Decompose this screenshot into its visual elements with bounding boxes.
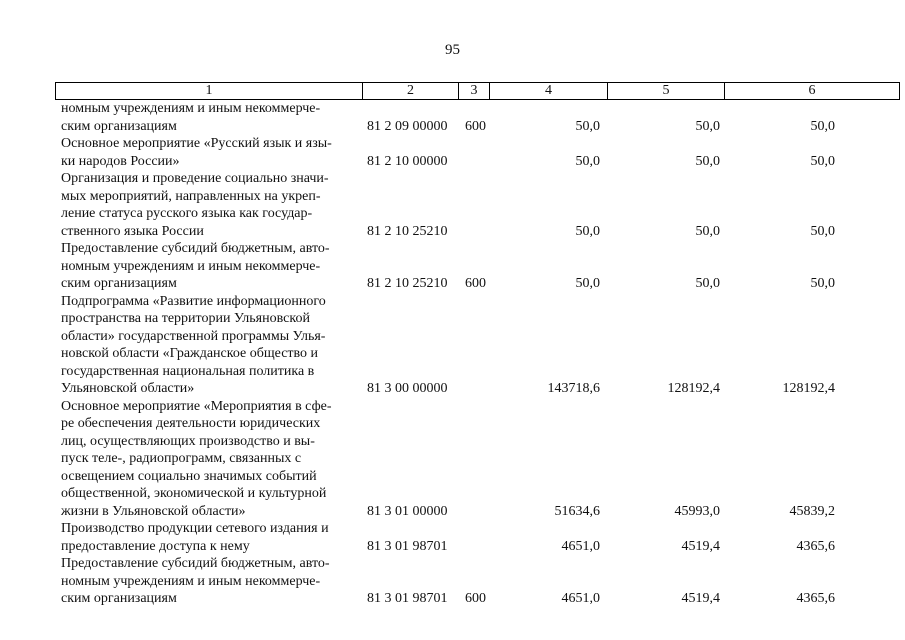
amount-col-4: 50,0: [575, 276, 600, 291]
amount-col-5: 50,0: [695, 153, 720, 169]
amount-col-6: 4365,6: [796, 538, 835, 554]
row-description-line: новской области «Гражданское общество и: [61, 346, 319, 361]
row-description-line: ление статуса русского языка как государ-: [61, 206, 313, 221]
budget-classification-code: 81 2 10 00000: [367, 153, 448, 169]
amount-col-5: 128192,4: [667, 381, 720, 396]
amount-col-5: 50,0: [695, 118, 720, 134]
row-description-line: Организация и проведение социально значи-: [61, 171, 329, 186]
row-description-line: жизни в Ульяновской области»: [61, 503, 246, 519]
expense-type-code: 600: [465, 591, 486, 606]
row-description-line: пространства на территории Ульяновской: [61, 311, 310, 326]
row-description-line: лиц, осуществляющих производство и вы-: [61, 433, 315, 449]
row-description-line: Основное мероприятие «Русский язык и язы-: [61, 136, 332, 151]
header-col-6: 6: [724, 82, 900, 99]
row-description-line: ственного языка России: [61, 223, 204, 239]
row-description-line: номным учреждениям и иным некоммерче-: [61, 101, 321, 116]
row-description-line: Предоставление субсидий бюджетным, авто-: [61, 556, 330, 571]
row-description-line: номным учреждениям и иным некоммерче-: [61, 573, 321, 589]
amount-col-4: 4651,0: [561, 591, 600, 606]
row-description-line: Подпрограмма «Развитие информационного: [61, 293, 326, 309]
amount-col-4: 51634,6: [554, 503, 600, 519]
budget-classification-code: 81 3 01 98701: [367, 538, 448, 554]
amount-col-4: 50,0: [575, 153, 600, 169]
amount-col-6: 128192,4: [782, 381, 835, 396]
row-description-line: освещением социально значимых событий: [61, 468, 317, 484]
amount-col-6: 50,0: [810, 276, 835, 291]
row-description-line: пуск теле-, радиопрограмм, связанных с: [61, 451, 302, 466]
budget-classification-code: 81 3 00 00000: [367, 381, 448, 396]
amount-col-4: 50,0: [575, 118, 600, 134]
row-description-line: Производство продукции сетевого издания и: [61, 521, 329, 536]
amount-col-4: 50,0: [575, 223, 600, 239]
amount-col-5: 4519,4: [681, 538, 720, 554]
header-col-2: 2: [362, 82, 458, 99]
row-description-line: Ульяновской области»: [61, 381, 195, 396]
budget-classification-code: 81 3 01 98701: [367, 591, 448, 606]
row-description-line: мых мероприятий, направленных на укреп-: [61, 188, 321, 204]
amount-col-5: 4519,4: [681, 591, 720, 606]
amount-col-6: 50,0: [810, 223, 835, 239]
row-description-line: ки народов России»: [61, 153, 180, 169]
amount-col-5: 50,0: [695, 276, 720, 291]
row-description-line: области» государственной программы Улья-: [61, 328, 326, 344]
budget-classification-code: 81 3 01 00000: [367, 503, 448, 519]
amount-col-6: 50,0: [810, 153, 835, 169]
row-description-line: общественной, экономической и культурной: [61, 486, 327, 501]
header-col-3: 3: [458, 82, 489, 99]
header-col-5: 5: [607, 82, 724, 99]
header-col-1: 1: [55, 82, 362, 99]
expense-type-code: 600: [465, 118, 486, 134]
amount-col-6: 45839,2: [789, 503, 835, 519]
budget-classification-code: 81 2 09 00000: [367, 118, 448, 134]
row-description-line: предоставление доступа к нему: [61, 538, 250, 554]
budget-classification-code: 81 2 10 25210: [367, 276, 448, 291]
header-col-4: 4: [489, 82, 607, 99]
row-description-line: ре обеспечения деятельности юридических: [61, 416, 321, 431]
budget-classification-code: 81 2 10 25210: [367, 223, 448, 239]
row-description-line: ским организациям: [61, 591, 177, 606]
amount-col-4: 4651,0: [561, 538, 600, 554]
amount-col-6: 50,0: [810, 118, 835, 134]
table-header-bottom-border: [55, 99, 900, 100]
row-description-line: номным учреждениям и иным некоммерче-: [61, 258, 321, 274]
amount-col-6: 4365,6: [796, 591, 835, 606]
row-description-line: ским организациям: [61, 118, 177, 134]
expense-type-code: 600: [465, 276, 486, 291]
row-description-line: ским организациям: [61, 276, 177, 291]
amount-col-4: 143718,6: [547, 381, 600, 396]
page-number: 95: [445, 42, 460, 58]
amount-col-5: 45993,0: [674, 503, 720, 519]
row-description-line: Предоставление субсидий бюджетным, авто-: [61, 241, 330, 256]
row-description-line: государственная национальная политика в: [61, 363, 315, 379]
row-description-line: Основное мероприятие «Мероприятия в сфе-: [61, 398, 332, 414]
amount-col-5: 50,0: [695, 223, 720, 239]
